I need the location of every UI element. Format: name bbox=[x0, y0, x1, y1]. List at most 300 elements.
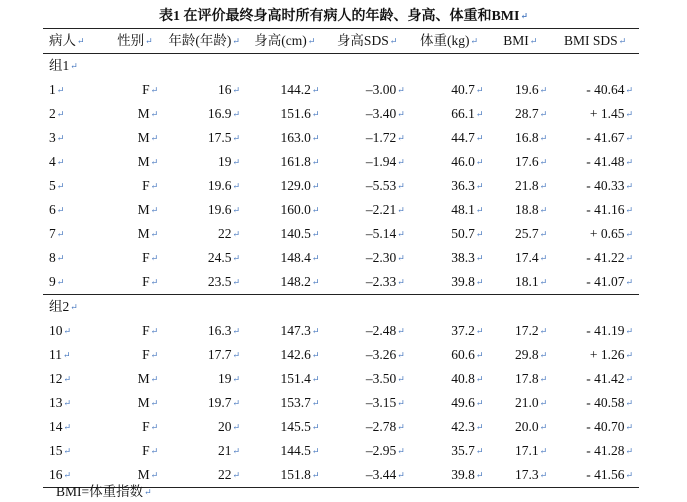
cell-bmi bbox=[489, 78, 553, 102]
cell-value: F bbox=[142, 82, 150, 97]
paragraph-mark-icon: ↵ bbox=[232, 133, 241, 143]
footnote-text: BMI=体重指数 bbox=[56, 484, 144, 499]
table-row bbox=[43, 102, 639, 126]
cell-height bbox=[246, 391, 325, 415]
cell-bmi bbox=[489, 415, 553, 439]
cell-height bbox=[246, 415, 325, 439]
cell-value: 1 bbox=[49, 82, 56, 97]
paragraph-mark-icon: ↵ bbox=[63, 374, 72, 384]
paragraph-mark-icon: ↵ bbox=[311, 229, 320, 239]
cell-height bbox=[246, 343, 325, 367]
cell-age bbox=[164, 78, 246, 102]
paragraph-mark-icon: ↵ bbox=[397, 446, 405, 456]
paragraph-mark-icon: ↵ bbox=[311, 470, 320, 480]
paragraph-mark-icon: ↵ bbox=[539, 398, 548, 408]
cell-patient-id bbox=[43, 102, 108, 126]
paragraph-mark-icon: ↵ bbox=[625, 157, 633, 167]
cell-value: F bbox=[142, 274, 150, 289]
cell-value: 148.2 bbox=[280, 274, 311, 289]
cell-value: 25.7 bbox=[515, 226, 539, 241]
table-row bbox=[43, 222, 639, 246]
cell-sex bbox=[108, 174, 165, 198]
column-header-age: 年龄(年龄)↵ bbox=[164, 29, 246, 54]
paragraph-mark-icon: ↵ bbox=[625, 109, 633, 119]
paragraph-mark-icon: ↵ bbox=[232, 422, 241, 432]
cell-bmi-sds bbox=[553, 174, 639, 198]
cell-bmi-sds bbox=[553, 78, 639, 102]
table-caption bbox=[0, 5, 687, 25]
cell-value: 28.7 bbox=[515, 106, 539, 121]
paragraph-mark-icon: ↵ bbox=[63, 470, 72, 480]
paragraph-mark-icon: ↵ bbox=[232, 229, 241, 239]
paragraph-mark-icon: ↵ bbox=[539, 470, 548, 480]
cell-value: 151.8 bbox=[280, 467, 311, 482]
cell-value: M bbox=[137, 467, 150, 482]
paragraph-mark-icon: ↵ bbox=[397, 470, 405, 480]
cell-weight bbox=[411, 150, 490, 174]
cell-bmi bbox=[489, 102, 553, 126]
cell-bmi-sds bbox=[553, 126, 639, 150]
cell-bmi-sds bbox=[553, 150, 639, 174]
cell-value: 19 bbox=[218, 371, 232, 386]
cell-value: 19.7 bbox=[207, 395, 232, 410]
cell-bmi-sds bbox=[553, 415, 639, 439]
cell-height bbox=[246, 319, 325, 343]
cell-age bbox=[164, 391, 246, 415]
cell-value: F bbox=[142, 178, 150, 193]
paragraph-mark-icon: ↵ bbox=[625, 277, 633, 287]
paragraph-mark-icon: ↵ bbox=[539, 326, 548, 336]
cell-height-sds bbox=[325, 415, 410, 439]
paragraph-mark-icon: ↵ bbox=[150, 398, 159, 408]
cell-value: –5.53 bbox=[365, 178, 397, 193]
cell-age bbox=[164, 222, 246, 246]
paragraph-mark-icon: ↵ bbox=[311, 374, 320, 384]
paragraph-mark-icon: ↵ bbox=[150, 133, 159, 143]
cell-height-sds bbox=[325, 174, 410, 198]
paragraph-mark-icon: ↵ bbox=[311, 253, 320, 263]
paragraph-mark-icon: ↵ bbox=[63, 446, 72, 456]
paragraph-mark-icon: ↵ bbox=[529, 36, 538, 46]
paragraph-mark-icon: ↵ bbox=[397, 85, 405, 95]
cell-height-sds bbox=[325, 102, 410, 126]
group-row bbox=[43, 295, 639, 320]
cell-weight bbox=[411, 198, 490, 222]
cell-height bbox=[246, 439, 325, 463]
paragraph-mark-icon: ↵ bbox=[397, 350, 405, 360]
cell-value: 39.8 bbox=[451, 274, 475, 289]
cell-value: 48.1 bbox=[451, 202, 475, 217]
paragraph-mark-icon: ↵ bbox=[232, 326, 241, 336]
header-row bbox=[43, 29, 639, 54]
cell-weight bbox=[411, 391, 490, 415]
cell-value: 142.6 bbox=[280, 347, 311, 362]
cell-age bbox=[164, 439, 246, 463]
cell-height bbox=[246, 150, 325, 174]
paragraph-mark-icon: ↵ bbox=[311, 205, 320, 215]
cell-value: –3.00 bbox=[365, 82, 397, 97]
paragraph-mark-icon: ↵ bbox=[397, 229, 405, 239]
cell-sex bbox=[108, 222, 165, 246]
cell-bmi bbox=[489, 198, 553, 222]
paragraph-mark-icon: ↵ bbox=[56, 253, 65, 263]
cell-weight bbox=[411, 102, 490, 126]
cell-value: - 41.56 bbox=[586, 467, 625, 482]
cell-sex bbox=[108, 126, 165, 150]
paragraph-mark-icon: ↵ bbox=[56, 85, 65, 95]
cell-bmi-sds bbox=[553, 391, 639, 415]
cell-value: M bbox=[137, 395, 150, 410]
cell-patient-id bbox=[43, 78, 108, 102]
group-label bbox=[43, 295, 639, 320]
cell-value: 16 bbox=[49, 467, 63, 482]
cell-value: M bbox=[137, 106, 150, 121]
paragraph-mark-icon: ↵ bbox=[397, 277, 405, 287]
cell-value: 60.6 bbox=[451, 347, 475, 362]
cell-value: 17.1 bbox=[515, 443, 539, 458]
cell-value: 16 bbox=[218, 82, 232, 97]
paragraph-mark-icon: ↵ bbox=[311, 446, 320, 456]
paragraph-mark-icon: ↵ bbox=[56, 157, 65, 167]
paragraph-mark-icon: ↵ bbox=[625, 326, 633, 336]
paragraph-mark-icon: ↵ bbox=[475, 133, 484, 143]
cell-weight bbox=[411, 78, 490, 102]
paragraph-mark-icon: ↵ bbox=[145, 36, 153, 46]
cell-value: –2.95 bbox=[365, 443, 397, 458]
group-label bbox=[43, 54, 639, 79]
cell-weight bbox=[411, 246, 490, 270]
cell-value: 37.2 bbox=[451, 323, 475, 338]
cell-value: - 40.58 bbox=[586, 395, 625, 410]
cell-height-sds bbox=[325, 319, 410, 343]
table-row bbox=[43, 343, 639, 367]
cell-height-sds bbox=[325, 343, 410, 367]
paragraph-mark-icon: ↵ bbox=[539, 157, 548, 167]
cell-bmi-sds bbox=[553, 439, 639, 463]
paragraph-mark-icon: ↵ bbox=[475, 85, 484, 95]
cell-patient-id bbox=[43, 126, 108, 150]
column-header-bmi-sds: BMI SDS↵ bbox=[553, 29, 639, 54]
cell-age bbox=[164, 102, 246, 126]
cell-patient-id bbox=[43, 198, 108, 222]
cell-value: 21.8 bbox=[515, 178, 539, 193]
paragraph-mark-icon: ↵ bbox=[311, 85, 320, 95]
cell-age bbox=[164, 367, 246, 391]
paragraph-mark-icon: ↵ bbox=[232, 109, 241, 119]
paragraph-mark-icon: ↵ bbox=[311, 326, 320, 336]
paragraph-mark-icon: ↵ bbox=[63, 398, 72, 408]
paragraph-mark-icon: ↵ bbox=[232, 470, 241, 480]
table-row bbox=[43, 367, 639, 391]
caption-text: 表1 在评价最终身高时所有病人的年龄、身高、体重和BMI bbox=[158, 9, 520, 24]
cell-height-sds bbox=[325, 126, 410, 150]
cell-value: –2.78 bbox=[365, 419, 397, 434]
cell-value: 160.0 bbox=[280, 202, 311, 217]
paragraph-mark-icon: ↵ bbox=[618, 36, 627, 46]
cell-value: F bbox=[142, 419, 150, 434]
paragraph-mark-icon: ↵ bbox=[63, 350, 71, 360]
cell-value: 163.0 bbox=[280, 130, 311, 145]
cell-value: 18.8 bbox=[515, 202, 539, 217]
paragraph-mark-icon: ↵ bbox=[539, 181, 548, 191]
paragraph-mark-icon: ↵ bbox=[539, 374, 548, 384]
paragraph-mark-icon: ↵ bbox=[397, 374, 405, 384]
cell-value: 23.5 bbox=[207, 274, 232, 289]
cell-sex bbox=[108, 150, 165, 174]
paragraph-mark-icon: ↵ bbox=[625, 253, 633, 263]
cell-bmi bbox=[489, 319, 553, 343]
cell-height bbox=[246, 222, 325, 246]
paragraph-mark-icon: ↵ bbox=[539, 133, 548, 143]
cell-height-sds bbox=[325, 439, 410, 463]
cell-bmi bbox=[489, 150, 553, 174]
cell-value: M bbox=[137, 371, 150, 386]
table-row bbox=[43, 198, 639, 222]
cell-value: 19.6 bbox=[207, 202, 232, 217]
paragraph-mark-icon: ↵ bbox=[63, 326, 72, 336]
cell-age bbox=[164, 319, 246, 343]
cell-value: 2 bbox=[49, 106, 56, 121]
cell-value: 50.7 bbox=[451, 226, 475, 241]
cell-bmi bbox=[489, 439, 553, 463]
cell-value: - 40.70 bbox=[586, 419, 625, 434]
paragraph-mark-icon: ↵ bbox=[56, 181, 65, 191]
paragraph-mark-icon: ↵ bbox=[397, 205, 405, 215]
paragraph-mark-icon: ↵ bbox=[625, 229, 633, 239]
table-body bbox=[43, 54, 639, 488]
cell-bmi bbox=[489, 270, 553, 295]
paragraph-mark-icon: ↵ bbox=[475, 205, 484, 215]
cell-value: –3.40 bbox=[365, 106, 397, 121]
cell-height-sds bbox=[325, 367, 410, 391]
cell-bmi-sds bbox=[553, 463, 639, 488]
cell-value: 17.4 bbox=[515, 250, 539, 265]
paragraph-mark-icon: ↵ bbox=[232, 277, 241, 287]
paragraph-mark-icon: ↵ bbox=[150, 470, 159, 480]
paragraph-mark-icon: ↵ bbox=[232, 446, 241, 456]
cell-value: –3.15 bbox=[365, 395, 397, 410]
paragraph-mark-icon: ↵ bbox=[150, 446, 159, 456]
cell-value: - 41.67 bbox=[586, 130, 625, 145]
cell-age bbox=[164, 463, 246, 488]
cell-value: 17.2 bbox=[515, 323, 539, 338]
cell-value: 39.8 bbox=[451, 467, 475, 482]
paragraph-mark-icon: ↵ bbox=[311, 181, 320, 191]
paragraph-mark-icon: ↵ bbox=[539, 446, 548, 456]
cell-patient-id bbox=[43, 343, 108, 367]
cell-value: 147.3 bbox=[280, 323, 311, 338]
paragraph-mark-icon: ↵ bbox=[311, 157, 320, 167]
paragraph-mark-icon: ↵ bbox=[625, 398, 633, 408]
cell-value: 9 bbox=[49, 274, 56, 289]
cell-bmi-sds bbox=[553, 319, 639, 343]
cell-height-sds bbox=[325, 150, 410, 174]
cell-height bbox=[246, 126, 325, 150]
paragraph-mark-icon: ↵ bbox=[150, 253, 159, 263]
paragraph-mark-icon: ↵ bbox=[539, 350, 548, 360]
cell-value: M bbox=[137, 130, 150, 145]
column-header-weight: 体重(kg)↵ bbox=[411, 29, 490, 54]
paragraph-mark-icon: ↵ bbox=[232, 398, 241, 408]
cell-value: –3.26 bbox=[365, 347, 397, 362]
cell-value: 10 bbox=[49, 323, 63, 338]
paragraph-mark-icon: ↵ bbox=[539, 205, 548, 215]
cell-patient-id bbox=[43, 367, 108, 391]
paragraph-mark-icon: ↵ bbox=[475, 253, 484, 263]
paragraph-mark-icon: ↵ bbox=[539, 229, 548, 239]
cell-value: 35.7 bbox=[451, 443, 475, 458]
cell-value: 38.3 bbox=[451, 250, 475, 265]
cell-value: 14 bbox=[49, 419, 63, 434]
paragraph-mark-icon: ↵ bbox=[56, 277, 65, 287]
cell-sex bbox=[108, 102, 165, 126]
cell-value: –2.21 bbox=[365, 202, 397, 217]
cell-value: 5 bbox=[49, 178, 56, 193]
cell-bmi-sds bbox=[553, 198, 639, 222]
paragraph-mark-icon: ↵ bbox=[520, 11, 529, 21]
paragraph-mark-icon: ↵ bbox=[232, 181, 241, 191]
cell-value: 145.5 bbox=[280, 419, 311, 434]
cell-value: 17.6 bbox=[515, 154, 539, 169]
table-row bbox=[43, 270, 639, 295]
cell-value: 16.9 bbox=[207, 106, 232, 121]
paragraph-mark-icon: ↵ bbox=[397, 253, 405, 263]
paragraph-mark-icon: ↵ bbox=[397, 422, 405, 432]
cell-value: F bbox=[142, 323, 150, 338]
paragraph-mark-icon: ↵ bbox=[311, 422, 320, 432]
cell-value: 21 bbox=[218, 443, 232, 458]
cell-value: 17.7 bbox=[207, 347, 232, 362]
table-row bbox=[43, 174, 639, 198]
cell-value: 24.5 bbox=[207, 250, 232, 265]
cell-height bbox=[246, 102, 325, 126]
paragraph-mark-icon: ↵ bbox=[232, 36, 240, 46]
column-header-height: 身高(cm)↵ bbox=[246, 29, 325, 54]
cell-sex bbox=[108, 367, 165, 391]
cell-value: 44.7 bbox=[451, 130, 475, 145]
cell-age bbox=[164, 270, 246, 295]
paragraph-mark-icon: ↵ bbox=[232, 157, 241, 167]
cell-value: - 41.19 bbox=[586, 323, 625, 338]
paragraph-mark-icon: ↵ bbox=[77, 36, 85, 46]
cell-value: F bbox=[142, 347, 150, 362]
paragraph-mark-icon: ↵ bbox=[539, 109, 548, 119]
cell-value: 13 bbox=[49, 395, 63, 410]
cell-height bbox=[246, 246, 325, 270]
paragraph-mark-icon: ↵ bbox=[311, 350, 320, 360]
cell-bmi bbox=[489, 246, 553, 270]
paragraph-mark-icon: ↵ bbox=[311, 133, 320, 143]
cell-value: –3.44 bbox=[365, 467, 397, 482]
cell-value: –1.94 bbox=[365, 154, 397, 169]
cell-value: 129.0 bbox=[280, 178, 311, 193]
group-label-text: 组1 bbox=[49, 58, 70, 73]
paragraph-mark-icon: ↵ bbox=[150, 181, 159, 191]
cell-bmi bbox=[489, 391, 553, 415]
paragraph-mark-icon: ↵ bbox=[150, 157, 159, 167]
paragraph-mark-icon: ↵ bbox=[70, 61, 78, 71]
table-row bbox=[43, 126, 639, 150]
group-row bbox=[43, 54, 639, 79]
paragraph-mark-icon: ↵ bbox=[232, 350, 241, 360]
cell-value: 40.8 bbox=[451, 371, 475, 386]
paragraph-mark-icon: ↵ bbox=[56, 229, 65, 239]
cell-sex bbox=[108, 343, 165, 367]
cell-patient-id bbox=[43, 174, 108, 198]
cell-value: 21.0 bbox=[515, 395, 539, 410]
table-row bbox=[43, 246, 639, 270]
cell-sex bbox=[108, 439, 165, 463]
cell-bmi-sds bbox=[553, 343, 639, 367]
cell-value: - 41.42 bbox=[586, 371, 625, 386]
paragraph-mark-icon: ↵ bbox=[397, 109, 405, 119]
cell-value: 19.6 bbox=[515, 82, 539, 97]
cell-height-sds bbox=[325, 222, 410, 246]
cell-bmi-sds bbox=[553, 270, 639, 295]
cell-bmi-sds bbox=[553, 222, 639, 246]
cell-value: 8 bbox=[49, 250, 56, 265]
cell-value: 42.3 bbox=[451, 419, 475, 434]
paragraph-mark-icon: ↵ bbox=[475, 374, 484, 384]
table-row bbox=[43, 415, 639, 439]
paragraph-mark-icon: ↵ bbox=[475, 326, 484, 336]
paragraph-mark-icon: ↵ bbox=[311, 398, 320, 408]
cell-value: 140.5 bbox=[280, 226, 311, 241]
cell-value: - 40.64 bbox=[586, 82, 625, 97]
cell-height bbox=[246, 270, 325, 295]
cell-weight bbox=[411, 415, 490, 439]
cell-height bbox=[246, 198, 325, 222]
cell-value: 3 bbox=[49, 130, 56, 145]
cell-age bbox=[164, 150, 246, 174]
paragraph-mark-icon: ↵ bbox=[475, 109, 484, 119]
cell-age bbox=[164, 246, 246, 270]
cell-height bbox=[246, 174, 325, 198]
paragraph-mark-icon: ↵ bbox=[150, 85, 159, 95]
cell-value: 144.5 bbox=[280, 443, 311, 458]
cell-height-sds bbox=[325, 270, 410, 295]
cell-value: 148.4 bbox=[280, 250, 311, 265]
paragraph-mark-icon: ↵ bbox=[150, 374, 159, 384]
paragraph-mark-icon: ↵ bbox=[232, 374, 241, 384]
cell-value: –5.14 bbox=[365, 226, 397, 241]
cell-value: 17.8 bbox=[515, 371, 539, 386]
paragraph-mark-icon: ↵ bbox=[150, 205, 159, 215]
paragraph-mark-icon: ↵ bbox=[475, 470, 484, 480]
paragraph-mark-icon: ↵ bbox=[475, 446, 484, 456]
paragraph-mark-icon: ↵ bbox=[475, 277, 484, 287]
cell-value: 22 bbox=[218, 226, 232, 241]
paragraph-mark-icon: ↵ bbox=[625, 422, 633, 432]
table-row bbox=[43, 150, 639, 174]
cell-value: 153.7 bbox=[280, 395, 311, 410]
cell-value: F bbox=[142, 250, 150, 265]
cell-height bbox=[246, 78, 325, 102]
cell-weight bbox=[411, 126, 490, 150]
table-footnote bbox=[56, 480, 152, 500]
cell-value: + 0.65 bbox=[589, 226, 625, 241]
paragraph-mark-icon: ↵ bbox=[311, 277, 320, 287]
table-row bbox=[43, 391, 639, 415]
cell-value: –1.72 bbox=[365, 130, 397, 145]
cell-value: 19.6 bbox=[207, 178, 232, 193]
cell-sex bbox=[108, 391, 165, 415]
cell-sex bbox=[108, 246, 165, 270]
paragraph-mark-icon: ↵ bbox=[397, 398, 405, 408]
cell-value: - 40.33 bbox=[586, 178, 625, 193]
paragraph-mark-icon: ↵ bbox=[150, 326, 159, 336]
cell-value: - 41.22 bbox=[586, 250, 625, 265]
